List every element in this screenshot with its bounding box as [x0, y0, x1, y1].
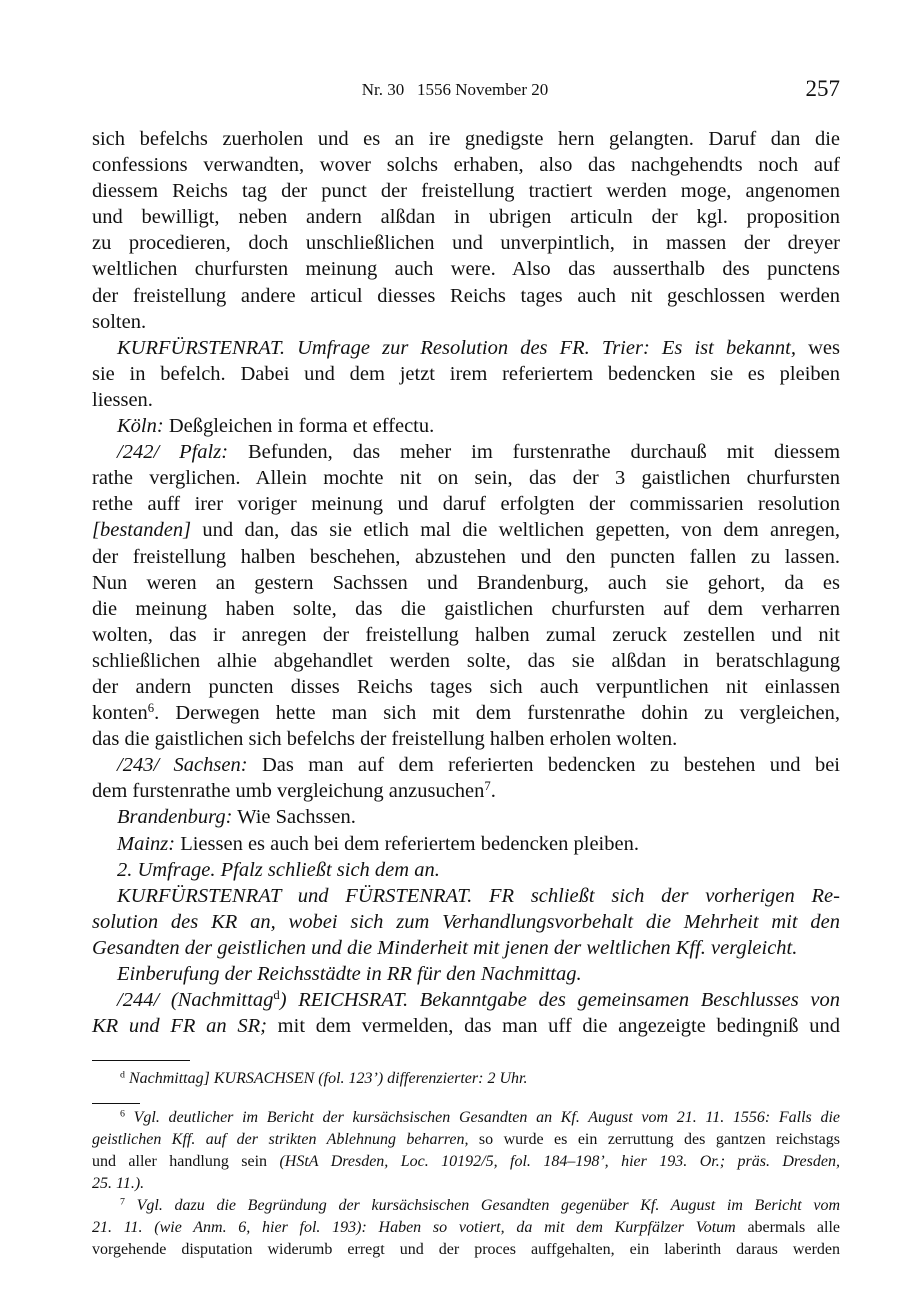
- paragraph: [92, 831, 840, 857]
- text-line: [92, 570, 840, 596]
- paragraph: [92, 413, 840, 439]
- text-segment: rethe auff irer voriger meinung und daruf erfolgten der commissarien resolution: [92, 493, 840, 516]
- text-segment: der freistellung andere articul diesses Reichs tages auch nit geschlossen werden: [92, 284, 840, 307]
- apparatus-rule: [92, 1060, 190, 1061]
- text-segment: . Derwegen hette man sich mit dem furstenrathe dohin zu vergleichen,: [154, 702, 840, 725]
- text-line: [92, 1068, 840, 1090]
- critical-apparatus: [92, 1068, 840, 1090]
- text-segment: liessen.: [92, 388, 153, 411]
- text-segment: diessem Reichs tag der punct der freistellung tractiert werden moge, angenomen: [92, 180, 840, 203]
- italic-text: 21. 11. (wie Anm. 6, hier fol. 193): Haben so votiert, da mit dem Kurpfälzer Votum: [92, 1219, 736, 1236]
- paragraph: [92, 752, 840, 804]
- italic-text: Mainz:: [117, 832, 176, 855]
- footnote-rule: [92, 1103, 140, 1104]
- paragraph: [92, 961, 840, 987]
- text-line: [92, 387, 840, 413]
- paragraph: [92, 883, 840, 961]
- text-line: [92, 283, 840, 309]
- text-line: [92, 778, 840, 804]
- italic-text: KR und FR an SR;: [92, 1015, 267, 1038]
- text-line: [92, 1013, 840, 1039]
- italic-text: Einberufung der Reichsstädte in RR für den Nachmittag.: [117, 963, 582, 985]
- text-segment: der freistellung halben beschehen, abzustehen und den puncten fallen zu lassen.: [92, 545, 840, 568]
- text-segment: mit dem vermelden, das man uff die angezeigte bedingniß und: [266, 1015, 840, 1038]
- text-segment: Liessen es auch bei dem referiertem bedencken pleiben.: [175, 832, 639, 855]
- text-segment: vorgehende disputation widerumb erregt und der proces auffgehalten, ein laberinth daraus werden: [92, 1241, 840, 1258]
- italic-text: Gesandten der geistlichen und die Minderheit mit jenen der weltlichen Kff. vergleicht.: [92, 936, 798, 959]
- apparatus-note: [92, 1068, 840, 1090]
- italic-text: Köln:: [117, 415, 164, 438]
- text-line: [92, 439, 840, 465]
- text-line: [92, 204, 840, 230]
- italic-text: KURFÜRSTENRAT. Umfrage zur Resolution des FR. Trier: Es ist bekannt,: [117, 336, 796, 359]
- italic-text: 2. Umfrage. Pfalz schließt sich dem an.: [117, 858, 440, 881]
- text-segment: dem furstenrathe umb vergleichung anzusuchen: [92, 780, 485, 803]
- text-line: [92, 1107, 840, 1129]
- text-segment: confessions verwandten, wover solchs erhaben, also das nachgehendts noch auf: [92, 154, 840, 177]
- text-segment: Wie Sachssen.: [232, 806, 356, 829]
- text-line: [92, 413, 840, 439]
- text-segment: weltlichen churfursten meinung auch were. Also das ausserthalb des punctens: [92, 258, 840, 281]
- text-line: [92, 491, 840, 517]
- note-marker: 6: [147, 701, 155, 716]
- text-segment: und aller handlung sein: [92, 1153, 280, 1170]
- text-line: [92, 700, 840, 726]
- note-marker: 7: [484, 779, 491, 794]
- paragraph: [92, 126, 840, 335]
- italic-text: Nachmittag] KURSACHSEN (fol. 123’) differenzierter: 2 Uhr.: [124, 1070, 528, 1087]
- text-segment: solten.: [92, 310, 147, 333]
- text-segment: .: [490, 780, 496, 803]
- text-line: [92, 1239, 840, 1261]
- note-marker: 7: [120, 1196, 125, 1208]
- text-segment: konten: [92, 702, 148, 725]
- italic-text: 25. 11.).: [92, 1175, 145, 1192]
- text-line: [92, 648, 840, 674]
- text-line: [92, 361, 840, 387]
- text-segment: rathe verglichen. Allein mochte nit on sein, das der 3 gaistlichen churfursten: [92, 467, 840, 490]
- paragraph: [92, 439, 840, 752]
- text-line: [92, 1217, 840, 1239]
- italic-text: /242/ Pfalz:: [117, 441, 229, 464]
- text-line: [92, 517, 840, 543]
- text-segment: das die gaistlichen sich befelchs der freistellung halben erholen wolten.: [92, 728, 678, 751]
- footnote: [92, 1107, 840, 1195]
- text-segment: Deßgleichen in forma et effectu.: [163, 415, 435, 438]
- text-line: [92, 230, 840, 256]
- text-segment: und bewilligt, neben andern alßdan in ubrigen articuln der kgl. proposition: [92, 206, 840, 229]
- text-line: [92, 831, 840, 857]
- text-line: [92, 256, 840, 282]
- text-segment: Das man auf dem referierten bedencken zu bestehen und bei: [247, 754, 840, 777]
- text-line: [92, 987, 840, 1013]
- text-segment: wes: [796, 336, 840, 359]
- text-line: [92, 935, 840, 961]
- italic-text: (HStA Dresden, Loc. 10192/5, fol. 184–198’, hier 193. Or.; präs. Dresden,: [279, 1153, 840, 1170]
- text-line: [92, 674, 840, 700]
- text-line: [92, 1129, 840, 1151]
- italic-text: Brandenburg:: [117, 806, 233, 829]
- italic-text: /243/ Sachsen:: [117, 754, 248, 777]
- italic-text: geistlichen Kff. auf der strikten Ablehnung beharren,: [92, 1131, 469, 1148]
- text-line: [92, 961, 840, 987]
- text-line: [92, 804, 840, 830]
- text-line: [92, 1151, 840, 1173]
- italic-text: KURFÜRSTENRAT und FÜRSTENRAT. FR schließt sich der vorherigen Re-: [117, 884, 840, 907]
- text-segment: der andern puncten disses Reichs tages sich auch verpuntlichen nit einlassen: [92, 675, 840, 698]
- text-line: [92, 596, 840, 622]
- text-line: [92, 1195, 840, 1217]
- note-marker: d: [120, 1069, 125, 1081]
- text-line: [92, 752, 840, 778]
- text-line: [92, 1173, 840, 1195]
- text-line: [92, 622, 840, 648]
- text-line: [92, 152, 840, 178]
- italic-text: Vgl. dazu die Begründung der kursächsischen Gesandten gegenüber Kf. August im Bericht vom: [124, 1197, 840, 1214]
- text-line: [92, 726, 840, 752]
- text-segment: Befunden, das meher im furstenrathe durchauß mit diessem: [228, 441, 841, 464]
- header-title: Nr. 30 1556 November 20: [361, 80, 549, 99]
- text-segment: und dan, das sie etlich mal die weltlichen gepetten, von dem anregen,: [191, 519, 840, 542]
- text-line: [92, 857, 840, 883]
- text-line: [92, 335, 840, 361]
- paragraph: [92, 804, 840, 830]
- italic-text: solution des KR an, wobei sich zum Verhandlungsvorbehalt die Mehrheit mit den: [92, 910, 840, 933]
- paragraph: [92, 857, 840, 883]
- footnote: [92, 1195, 840, 1261]
- page-number: 257: [805, 76, 840, 101]
- text-line: [92, 178, 840, 204]
- text-line: [92, 909, 840, 935]
- text-segment: sie in befelch. Dabei und dem jetzt irem referiertem bedencken sie es pleiben: [92, 362, 840, 385]
- note-marker: d: [273, 988, 280, 1003]
- text-segment: die meinung haben solte, das die gaistlichen churfursten auf dem verharren: [92, 597, 840, 620]
- text-segment: abermals alle: [735, 1219, 841, 1236]
- footnotes: [92, 1107, 840, 1261]
- text-segment: wolten, das ir anregen der freistellung halben zumal zeruck zestellen und nit: [92, 623, 840, 646]
- italic-text: [bestanden]: [92, 519, 192, 542]
- italic-text: /244/ (Nachmittag: [117, 989, 274, 1012]
- note-marker: 6: [120, 1108, 125, 1120]
- text-line: [92, 883, 840, 909]
- text-segment: Nun weren an gestern Sachssen und Brandenburg, auch sie gehort, da es: [92, 571, 840, 594]
- italic-text: ) REICHSRAT. Bekanntgabe des gemeinsamen Beschlusses von: [279, 989, 840, 1012]
- text-line: [92, 465, 840, 491]
- paragraph: [92, 987, 840, 1039]
- italic-text: Vgl. deutlicher im Bericht der kursächsischen Gesandten an Kf. August vom 21. 11. 1556: Falls die: [124, 1109, 840, 1126]
- text-line: [92, 544, 840, 570]
- text-line: [92, 309, 840, 335]
- text-line: [92, 126, 840, 152]
- text-segment: so wurde es ein zerruttung des gantzen reichstags: [468, 1131, 841, 1148]
- text-segment: sich befelchs zuerholen und es an ire gnedigste hern gelangten. Daruf dan die: [92, 128, 840, 150]
- main-text: [92, 126, 840, 1039]
- text-segment: zu procedieren, doch unschließlichen und unverpintlich, in massen der dreyer: [92, 232, 840, 255]
- text-segment: schließlichen alhie abgehandlet werden solte, das sie alßdan in beratschlagung: [92, 649, 840, 672]
- paragraph: [92, 335, 840, 413]
